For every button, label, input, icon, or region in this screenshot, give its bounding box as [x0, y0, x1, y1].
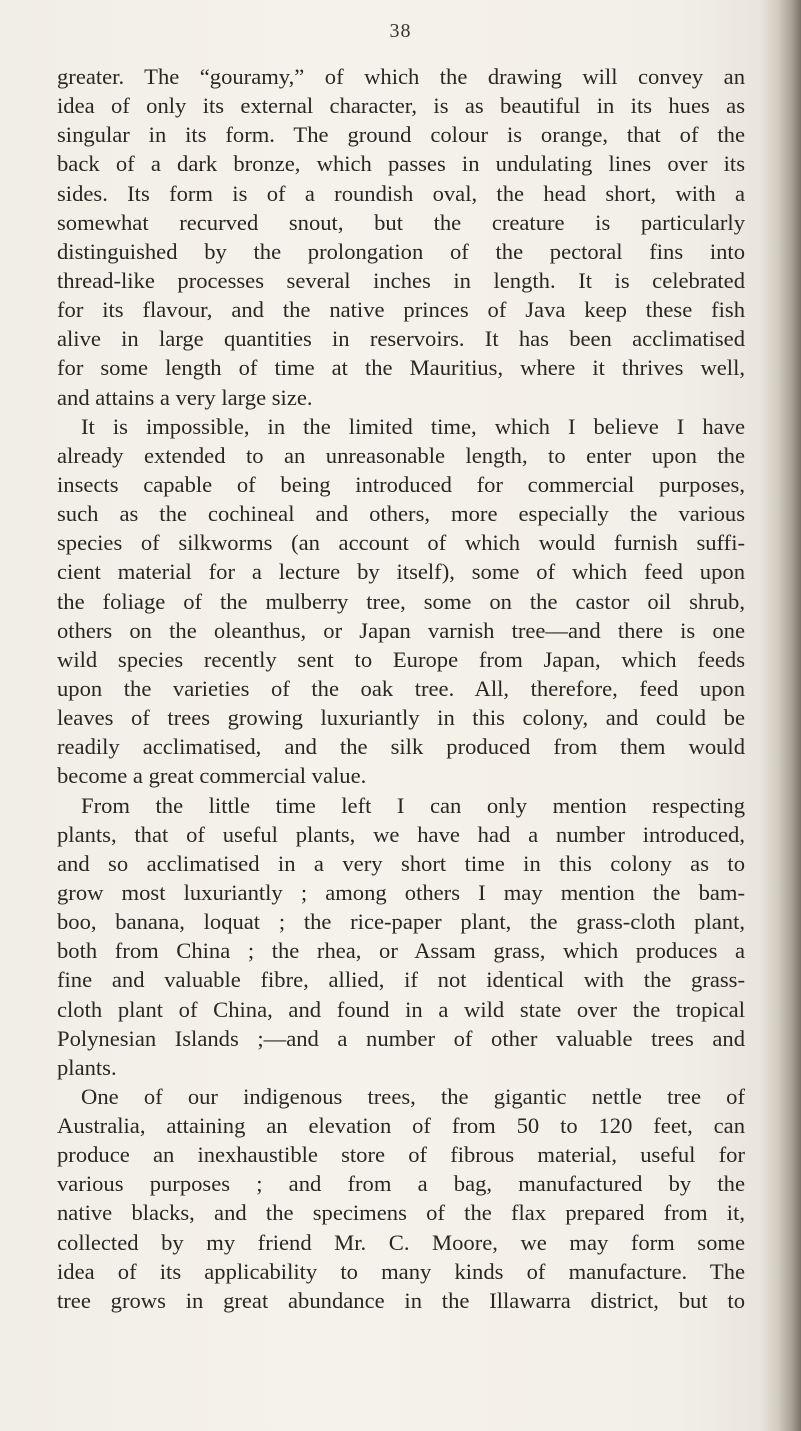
text-line: plants, that of useful plants, we have had a number introduced,: [57, 821, 745, 847]
text-line: for its flavour, and the native princes of Java keep these fish: [57, 297, 745, 323]
text-line: It is impossible, in the limited time, which I believe I have: [81, 413, 745, 439]
text-line: cloth plant of China, and found in a wild state over the tropical: [57, 996, 745, 1022]
text-line: others on the oleanthus, or Japan varnish tree—and there is one: [57, 617, 745, 643]
text-line: for some length of time at the Mauritius, where it thrives well,: [57, 355, 745, 381]
text-line: idea of only its external character, is as beautiful in its hues as: [57, 93, 745, 119]
text-line: distinguished by the prolongation of the pectoral fins into: [57, 238, 745, 264]
text-line: From the little time left I can only mention respecting: [81, 792, 745, 818]
text-line: boo, banana, loquat ; the rice-paper plant, the grass-cloth plant,: [57, 909, 745, 935]
text-line: produce an inexhaustible store of fibrous material, useful for: [57, 1142, 745, 1168]
text-line: singular in its form. The ground colour is orange, that of the: [57, 122, 745, 148]
text-line: alive in large quantities in reservoirs. It has been acclimatised: [57, 326, 745, 352]
text-line: such as the cochineal and others, more especially the various: [57, 501, 745, 527]
text-line: already extended to an unreasonable length, to enter upon the: [57, 442, 745, 468]
text-line: readily acclimatised, and the silk produced from them would: [57, 734, 745, 760]
text-line: insects capable of being introduced for commercial purposes,: [57, 471, 745, 497]
text-line: somewhat recurved snout, but the creature is particularly: [57, 209, 745, 235]
text-line: both from China ; the rhea, or Assam grass, which produces a: [57, 938, 745, 964]
text-line: One of our indigenous trees, the gigantic nettle tree of: [81, 1083, 745, 1109]
text-line: cient material for a lecture by itself), some of which feed upon: [57, 559, 745, 585]
text-line: idea of its applicability to many kinds of manufacture. The: [57, 1258, 745, 1284]
text-line: become a great commercial value.: [57, 763, 367, 789]
page-number: 38: [389, 20, 412, 42]
text-line: sides. Its form is of a roundish oval, the head short, with a: [57, 180, 745, 206]
text-line: and attains a very large size.: [57, 384, 313, 410]
text-line: the foliage of the mulberry tree, some on the castor oil shrub,: [57, 588, 745, 614]
body-text: [57, 62, 745, 1315]
text-line: back of a dark bronze, which passes in undulating lines over its: [57, 151, 745, 177]
text-line: fine and valuable fibre, allied, if not identical with the grass-: [57, 967, 745, 993]
text-line: tree grows in great abundance in the Illawarra district, but to: [57, 1287, 745, 1313]
text-line: native blacks, and the specimens of the flax prepared from it,: [57, 1200, 745, 1226]
text-line: wild species recently sent to Europe from Japan, which feeds: [57, 646, 745, 672]
text-line: Australia, attaining an elevation of from 50 to 120 feet, can: [57, 1113, 745, 1139]
text-line: thread-like processes several inches in length. It is celebrated: [57, 267, 745, 293]
text-line: and so acclimatised in a very short time in this colony as to: [57, 850, 745, 876]
text-line: various purposes ; and from a bag, manufactured by the: [57, 1171, 745, 1197]
text-line: greater. The “gouramy,” of which the drawing will convey an: [57, 64, 745, 89]
text-line: collected by my friend Mr. C. Moore, we may form some: [57, 1229, 745, 1255]
text-line: species of silkworms (an account of which would furnish suffi-: [57, 530, 745, 556]
text-line: Polynesian Islands ;—and a number of other valuable trees and: [57, 1025, 745, 1051]
text-line: upon the varieties of the oak tree. All, therefore, feed upon: [57, 675, 745, 701]
page-edge-shadow: [759, 0, 801, 1431]
text-line: leaves of trees growing luxuriantly in this colony, and could be: [57, 705, 745, 731]
text-line: grow most luxuriantly ; among others I may mention the bam-: [57, 879, 745, 905]
text-line: plants.: [57, 1054, 117, 1080]
